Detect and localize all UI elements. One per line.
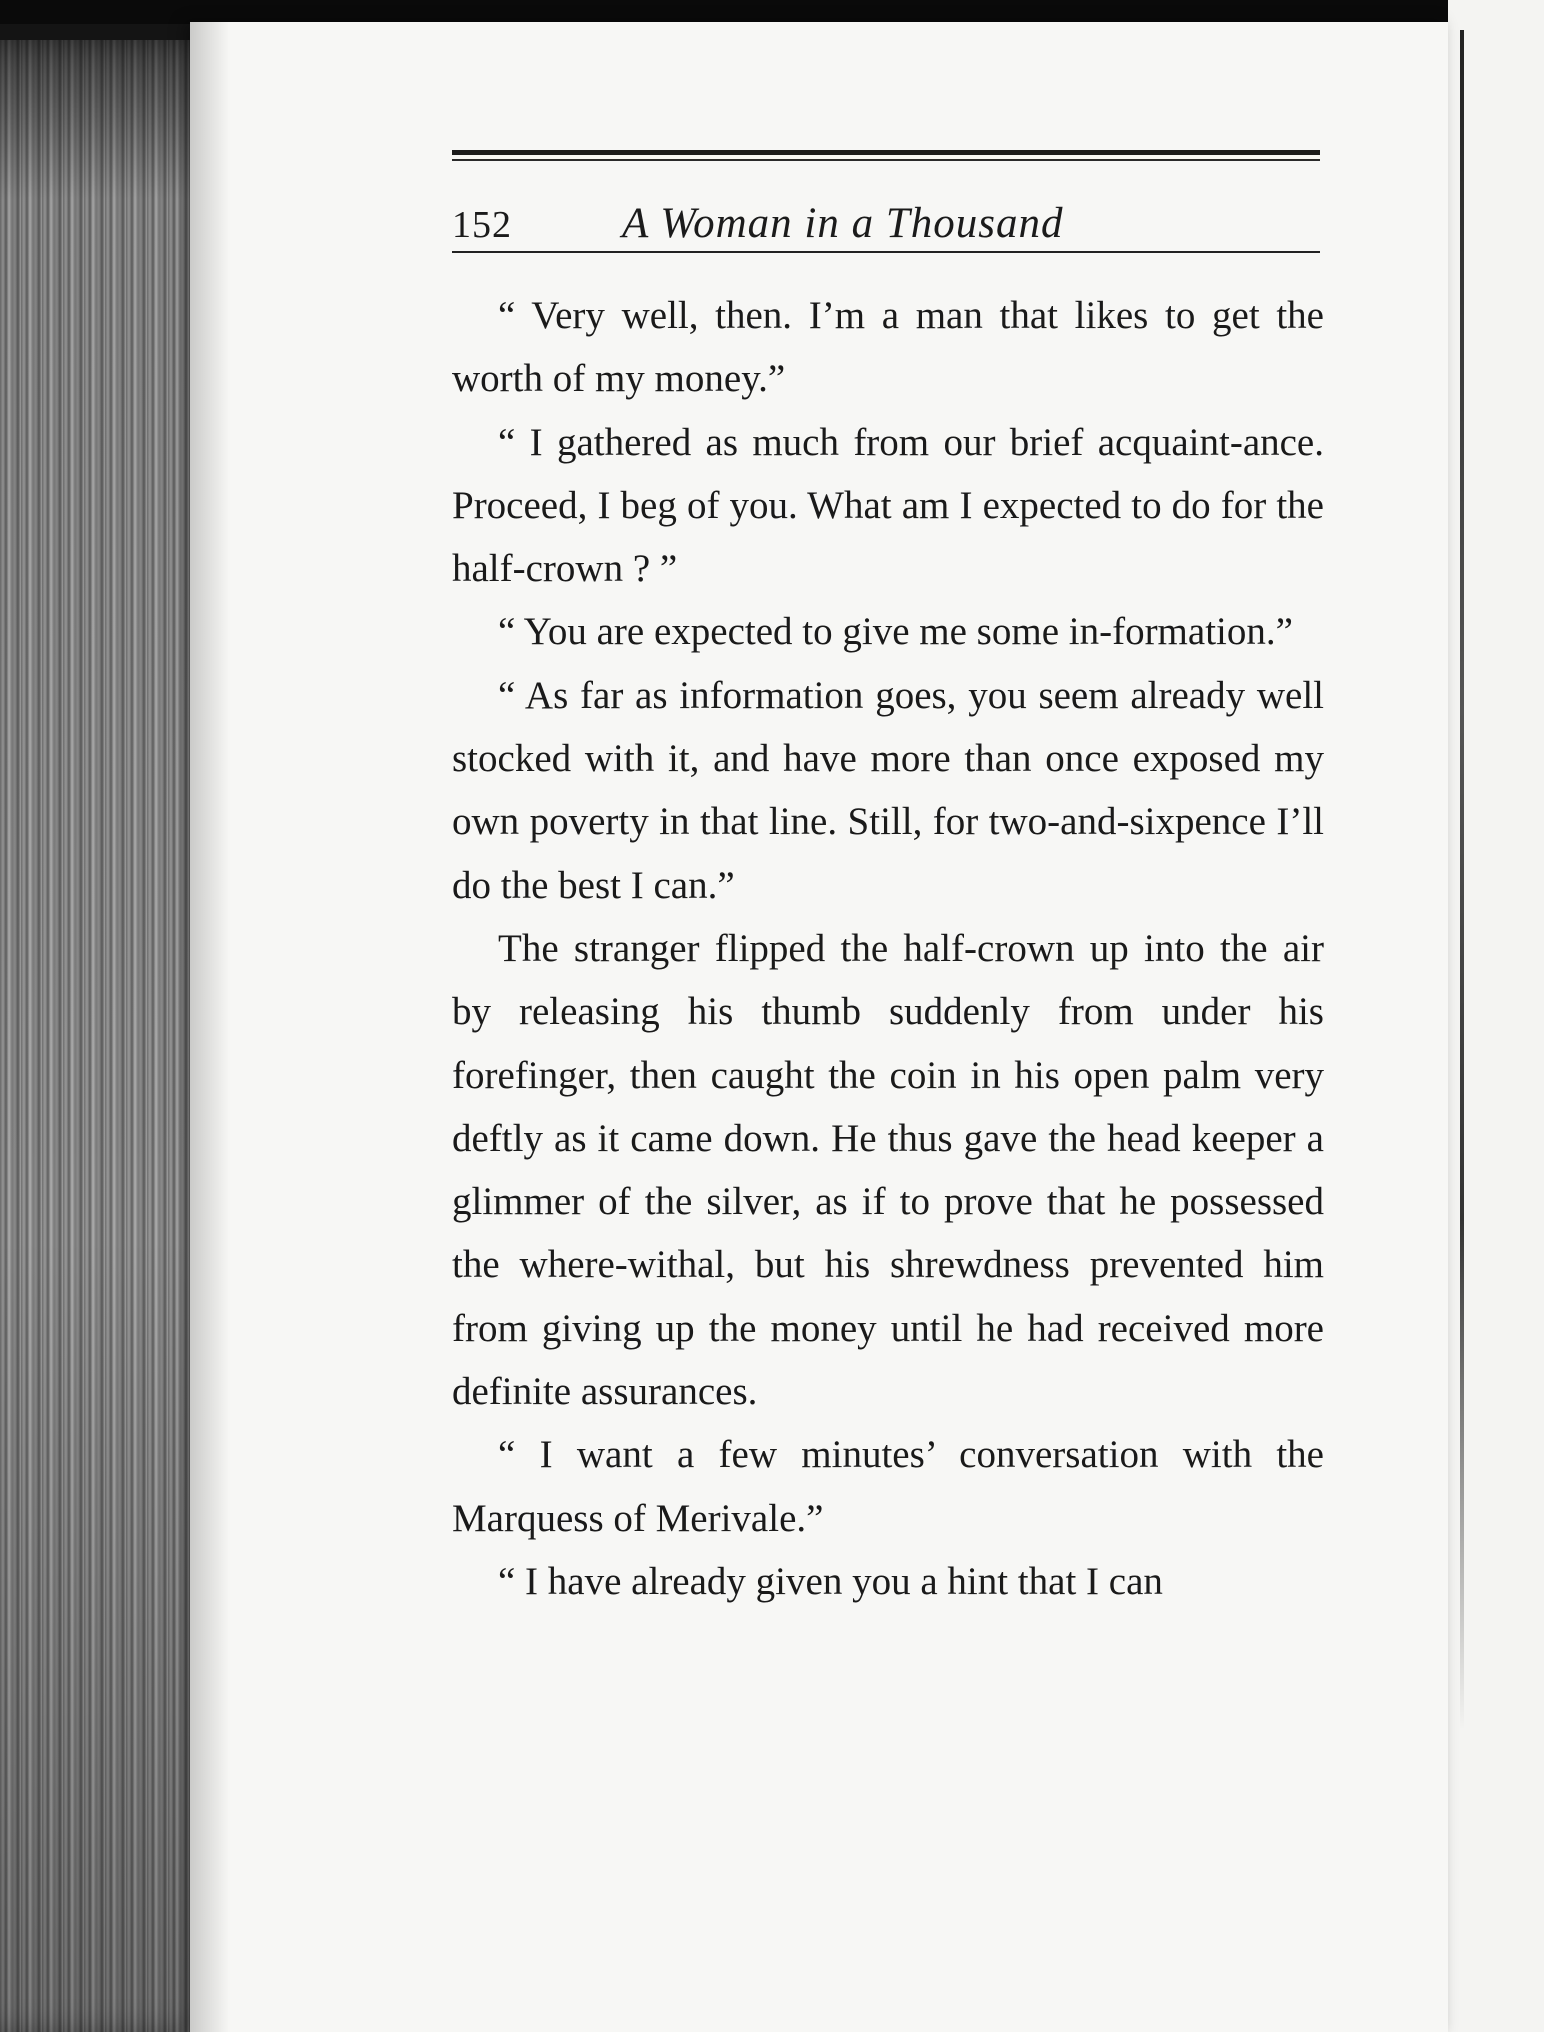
paragraph: “ I have already given you a hint that I can: [498, 1559, 1163, 1603]
page-gutter-shadow: [190, 22, 230, 2032]
scan-top-border: [0, 0, 1544, 24]
paragraph: “ I want a few minutes’ conversation with the Marquess of Merivale.”: [452, 1433, 1324, 1540]
paragraph: The stranger flipped the half-crown up into the air by releasing his thumb suddenly from under his forefinger, then caught the coin in his open palm very deftly as it came down. He thus gave the head keeper a glimmer of the silver, as if to prove that he possessed the where-withal, but his shrewdness prevented him from giving up the money until he had received more definite assurances.: [452, 926, 1324, 1414]
paragraph: “ As far as information goes, you seem already well stocked with it, and have more than once exposed my own poverty in that line. Still, for two-and-sixpence I’ll do the best I can.”: [452, 673, 1324, 907]
running-title: A Woman in a Thousand: [622, 200, 1064, 247]
page-header: [452, 150, 1320, 253]
header-rule-thick: [452, 150, 1320, 155]
page-border-line: [1460, 30, 1464, 1730]
running-head: [452, 161, 1320, 247]
paragraph: “ Very well, then. I’m a man that likes to get the worth of my money.”: [452, 294, 1324, 401]
paragraph: “ I gathered as much from our brief acquaint-ance. Proceed, I beg of you. What am I expected to do for the half-crown ? ”: [452, 420, 1324, 591]
page-number: 152: [452, 204, 512, 246]
page-body: [452, 284, 1324, 1613]
paragraph: “ You are expected to give me some in-formation.”: [498, 610, 1293, 654]
header-rule-bottom: [452, 251, 1320, 253]
